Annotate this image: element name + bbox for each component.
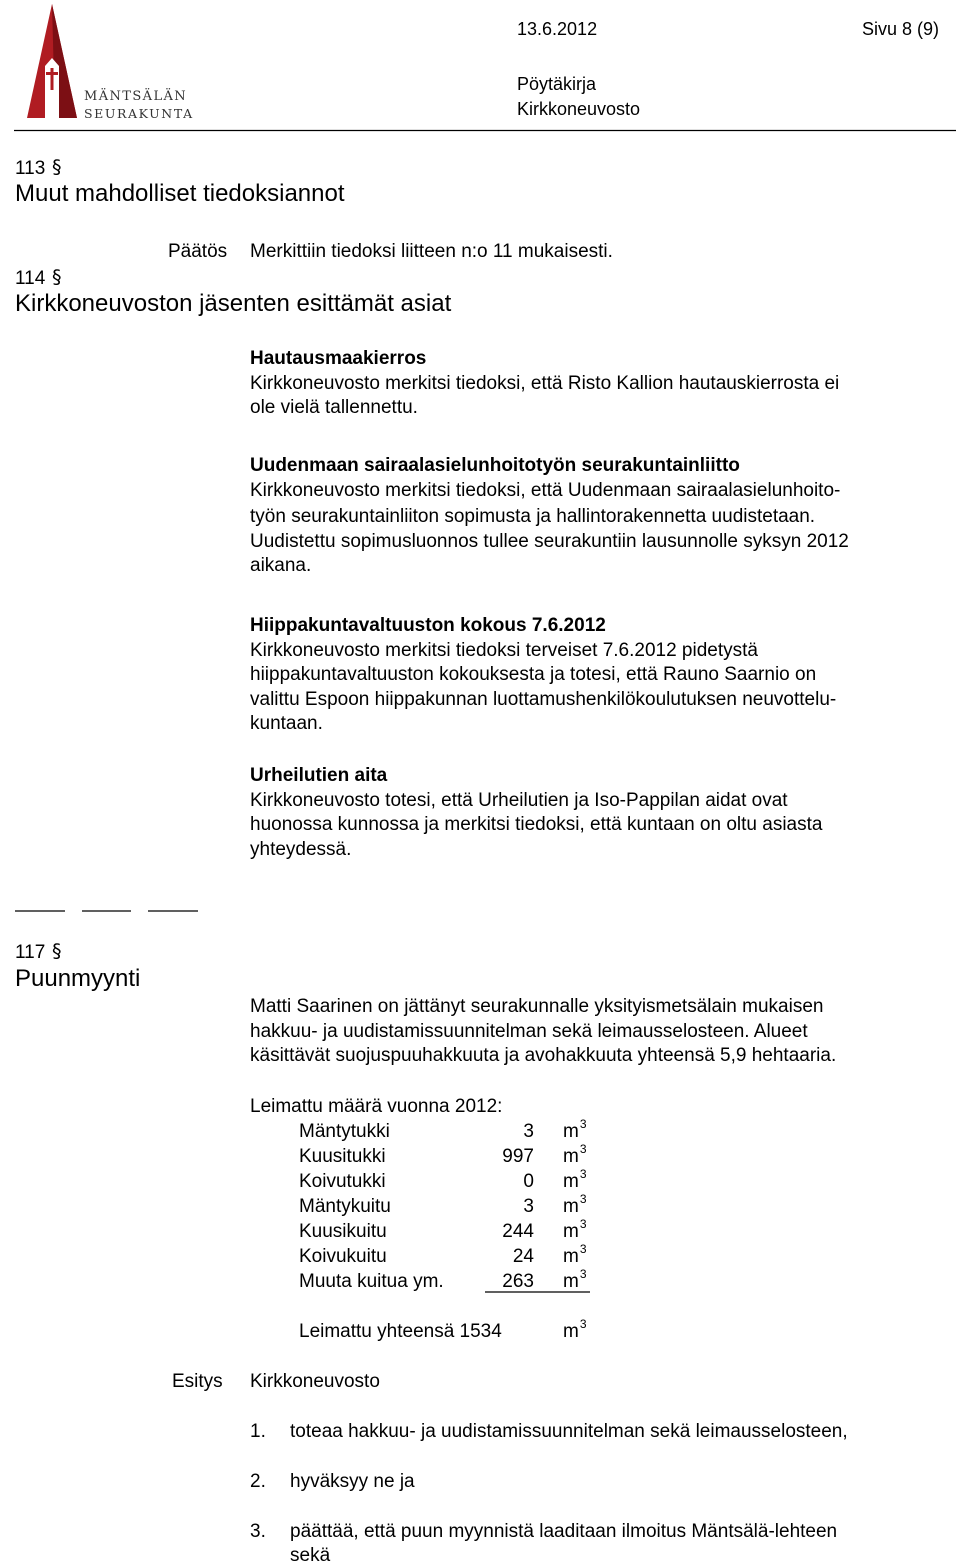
proposal-label: Esitys [172, 1371, 223, 1392]
item-heading: Uudenmaan sairaalasielunhoitotyön seurakuntainliitto [250, 455, 740, 476]
row-name: Muuta kuitua ym. [299, 1271, 444, 1292]
intro-line: hakkuu- ja uudistamissuunnitelman sekä leimausselosteen. Alueet [250, 1020, 808, 1042]
header-page: Sivu 8 (9) [862, 19, 940, 39]
proposal-text: päättää, että puun myynnistä laaditaan ilmoitus Mäntsälä-lehteen [290, 1521, 838, 1542]
row-name: Mäntykuitu [299, 1196, 391, 1217]
item-line: hiippakuntavaltuuston kokouksesta ja totesi, että Rauno Saarnio on [250, 664, 817, 686]
proposal-number: 1. [250, 1421, 266, 1442]
item-line: Uudistettu sopimusluonnos tullee seurakuntiin lausunnolle syksyn 2012 [250, 530, 849, 552]
item-heading: Hautausmaakierros [250, 348, 427, 369]
intro-line: käsittävät suojuspuuhakkuuta ja avohakkuuta yhteensä 5,9 hehtaaria. [250, 1045, 837, 1067]
section-sign-icon [51, 266, 65, 288]
row-name: Kuusitukki [299, 1146, 386, 1167]
section-number: 114 [15, 268, 46, 289]
item-heading: Hiippakuntavaltuuston kokous 7.6.2012 [250, 615, 606, 636]
row-unit: $m^3$ [563, 1117, 587, 1142]
svg-text:§: § [52, 940, 62, 962]
item-line: työn seurakuntainliiton sopimusta ja hallintorakennetta uudistetaan. [250, 506, 816, 528]
total-label: Leimattu yhteensä 1534 [299, 1321, 502, 1342]
row-value: 244 [502, 1221, 534, 1242]
logo-line-2: SEURAKUNTA [84, 106, 194, 121]
total-unit: $m^3$ [563, 1317, 587, 1342]
svg-text:§: § [52, 266, 62, 288]
item-line: ole vielä tallennettu. [250, 397, 418, 419]
item-line: Kirkkoneuvosto totesi, että Urheilutien ja Iso-Pappilan aidat ovat [250, 789, 788, 811]
section-number: 113 [15, 158, 46, 179]
proposal-number: 2. [250, 1471, 266, 1492]
row-unit: $m^3$ [563, 1217, 587, 1242]
volume-table-title: Leimattu määrä vuonna 2012: [250, 1096, 503, 1117]
header-date: 13.6.2012 [517, 19, 598, 39]
item-hautausmaakierros [250, 347, 940, 421]
row-value: 24 [512, 1246, 534, 1267]
proposal-text: hyväksyy ne ja [290, 1471, 415, 1492]
item-line: valittu Espoon hiippakunnan luottamushenkilökoulutuksen neuvottelu- [250, 688, 837, 710]
header-doc-type: Pöytäkirja [517, 74, 597, 94]
row-unit: $m^3$ [563, 1242, 587, 1267]
row-value: 0 [523, 1171, 534, 1192]
item-line: Kirkkoneuvosto merkitsi tiedoksi terveiset 7.6.2012 pidetystä [250, 639, 758, 661]
section-sign-icon [51, 940, 65, 962]
section-sign-icon [51, 156, 65, 178]
section-114-number [15, 266, 65, 291]
item-sairaalasielunhoito [250, 454, 940, 579]
section-117-number [15, 940, 65, 965]
header-body: Kirkkoneuvosto [517, 99, 641, 119]
seurakunta-logo [14, 2, 196, 124]
decision-label: Päätös [168, 241, 228, 262]
row-name: Mäntytukki [299, 1121, 390, 1142]
item-line: Kirkkoneuvosto merkitsi tiedoksi, että Risto Kallion hautauskierrosta ei [250, 372, 840, 394]
section-113-number [15, 156, 65, 181]
row-name: Koivutukki [299, 1171, 386, 1192]
item-line: Kirkkoneuvosto merkitsi tiedoksi, että Uudenmaan sairaalasielunhoito- [250, 479, 841, 501]
row-value: 997 [502, 1146, 534, 1167]
item-line: kuntaan. [250, 713, 323, 735]
row-name: Koivukuitu [299, 1246, 387, 1267]
item-heading: Urheilutien aita [250, 765, 388, 786]
item-line: huonossa kunnossa ja merkitsi tiedoksi, että kuntaan on oltu asiasta [250, 814, 823, 836]
svg-text:§: § [52, 156, 62, 178]
row-unit: $m^3$ [563, 1192, 587, 1217]
intro-line: Matti Saarinen on jättänyt seurakunnalle yksityismetsälain mukaisen [250, 996, 824, 1017]
section-number: 117 [15, 942, 46, 963]
item-hiippakuntavaltuusto [250, 614, 940, 737]
item-urheilutien-aita [250, 764, 940, 862]
logo-line-1: MÄNTSÄLÄN [84, 89, 188, 104]
decision-text: Merkittiin tiedoksi liitteen n:o 11 mukaisesti. [250, 241, 613, 262]
item-line: aikana. [250, 555, 312, 577]
row-value: 263 [502, 1271, 534, 1292]
row-name: Kuusikuitu [299, 1221, 387, 1242]
proposal-number: 3. [250, 1521, 266, 1542]
proposal-body: Kirkkoneuvosto [250, 1371, 380, 1392]
proposal-text: toteaa hakkuu- ja uudistamissuunnitelman sekä leimausselosteen, [290, 1421, 848, 1442]
section-114-title: Kirkkoneuvoston jäsenten esittämät asiat [15, 290, 452, 317]
section-117-title: Puunmyynti [15, 965, 141, 992]
item-line: yhteydessä. [250, 838, 352, 860]
row-value: 3 [523, 1121, 534, 1142]
church-spire-icon [17, 2, 87, 122]
row-unit: $m^3$ [563, 1167, 587, 1192]
row-value: 3 [523, 1196, 534, 1217]
section-113-title: Muut mahdolliset tiedoksiannot [15, 180, 345, 207]
intro-paragraph [250, 995, 940, 1069]
proposal-text: sekä [290, 1545, 331, 1566]
row-unit: $m^3$ [563, 1142, 587, 1167]
row-unit: $m^3$ [563, 1267, 587, 1292]
